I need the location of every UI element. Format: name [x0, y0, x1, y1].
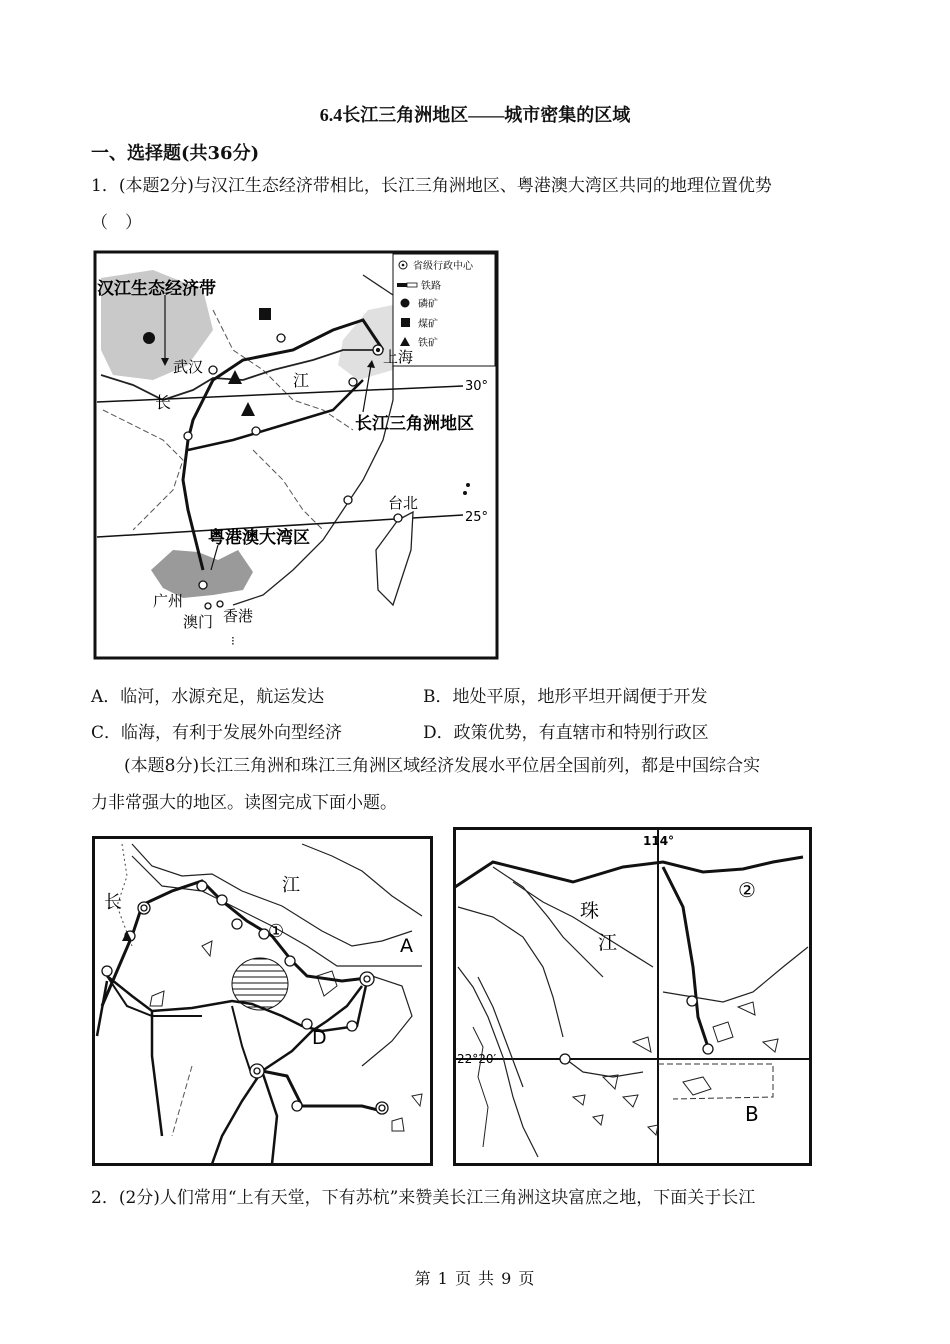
label-lat: 22°20′ — [457, 1052, 497, 1066]
legend-iron: 铁矿 — [418, 338, 438, 349]
legend-phosphate: 磷矿 — [418, 299, 438, 310]
label-one: ① — [268, 921, 285, 942]
page-title: 6.4长江三角洲地区——城市密集的区域 — [319, 105, 631, 125]
question-1-stem: 1．(本题2分)与汉江生态经济带相比，长江三角洲地区、粤港澳大湾区共同的地理位置优势 — [91, 176, 772, 196]
svg-text:⁝: ⁝ — [231, 634, 235, 648]
map-pearl-delta — [453, 827, 812, 1166]
label-d: D — [312, 1027, 327, 1049]
label-gba: 粤港澳大湾区 — [208, 528, 310, 548]
question-1-blank: （ ） — [91, 213, 142, 233]
section-heading: 一、选择题(共36分) — [91, 143, 260, 164]
wuhan-marker — [209, 366, 217, 374]
legend-railway: 铁路 — [421, 281, 441, 292]
lat-25-label: 25° — [465, 510, 489, 525]
intro-line-2: 力非常强大的地区。读图完成下面小题。 — [91, 793, 397, 813]
label-zhu: 珠 — [580, 900, 600, 922]
label-jiang: 江 — [598, 932, 618, 954]
label-xianggang: 香港 — [223, 607, 254, 625]
label-wuhan: 武汉 — [173, 358, 204, 376]
phosphate-mine-icon — [143, 332, 155, 344]
label-guangzhou: 广州 — [153, 592, 184, 610]
label-lon: 114° — [643, 834, 675, 848]
question-2-stem: 2．(2分)人们常用“上有天堂，下有苏杭”来赞美长江三角洲这块富庶之地，下面关于长江 — [91, 1188, 756, 1208]
label-chang: 长 — [155, 393, 172, 412]
label-yrd: 长江三角洲地区 — [355, 414, 474, 434]
label-two: ② — [738, 878, 756, 902]
intro-line-1: (本题8分)长江三角洲和珠江三角洲区域经济发展水平位居全国前列，都是中国综合实 — [124, 756, 761, 776]
label-aomen: 澳门 — [183, 613, 214, 631]
q1-option-d[interactable]: D．政策优势，有直辖市和特别行政区 — [423, 723, 709, 743]
label-b: B — [745, 1102, 759, 1126]
legend-capital: 省级行政中心 — [413, 261, 473, 272]
label-shanghai: 上海 — [383, 348, 414, 366]
label-hanjiang: 汉江生态经济带 — [97, 279, 216, 299]
coal-mine-icon — [259, 308, 271, 320]
lat-30-label: 30° — [465, 379, 489, 394]
q1-option-a[interactable]: A．临河，水源充足，航运发达 — [91, 687, 325, 707]
label-chang: 长 — [104, 892, 122, 913]
page-footer: 第 1 页 共 9 页 — [414, 1269, 536, 1288]
map-china-east — [93, 250, 499, 660]
legend-coal: 煤矿 — [418, 319, 438, 330]
label-jiang: 江 — [293, 371, 310, 390]
label-a: A — [400, 935, 413, 957]
map-yangtze-delta — [92, 836, 433, 1166]
label-taibei: 台北 — [388, 494, 419, 512]
label-jiang: 江 — [282, 875, 300, 896]
q1-option-b[interactable]: B．地处平原，地形平坦开阔便于开发 — [423, 687, 708, 707]
q1-option-c[interactable]: C．临海，有利于发展外向型经济 — [91, 723, 343, 743]
